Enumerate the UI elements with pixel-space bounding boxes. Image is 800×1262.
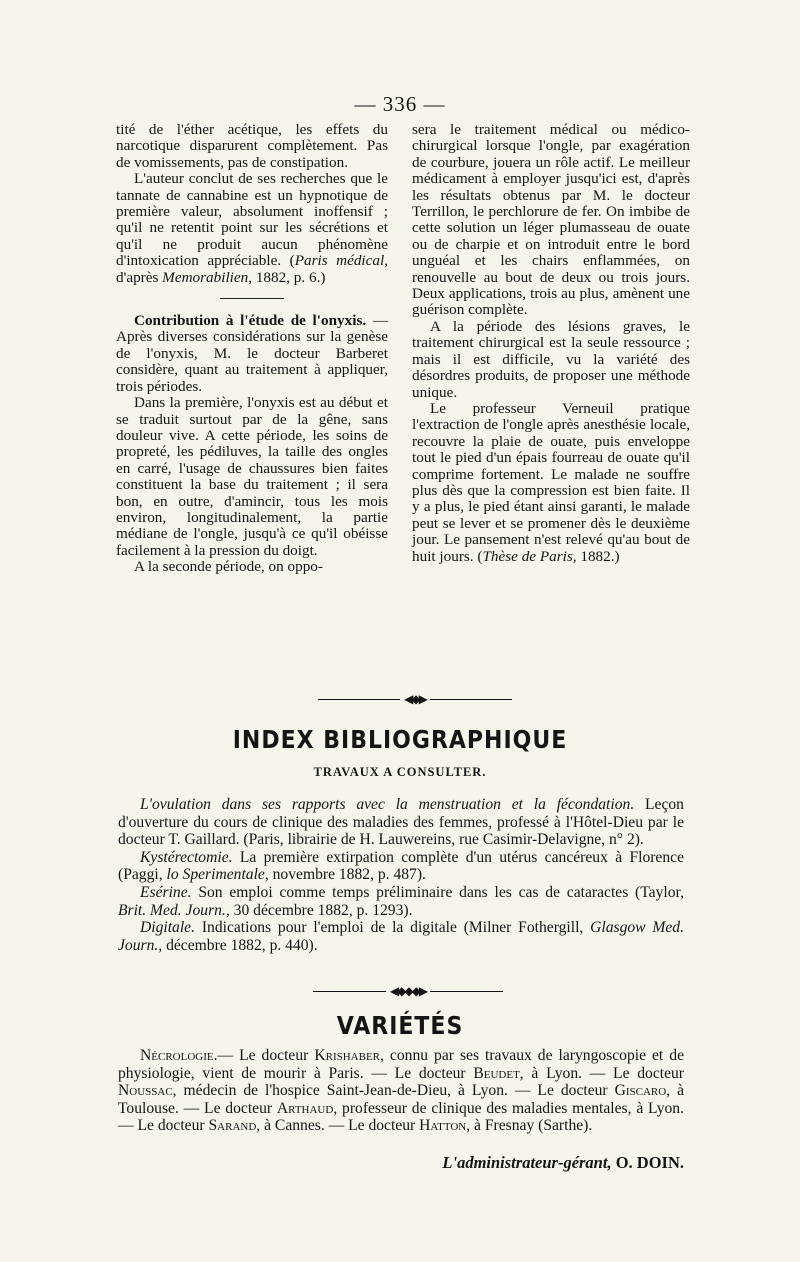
- necrology-paragraph: Nécrologie.— Le docteur Krishaber, connu par ses travaux de laryngoscopie et de physiologie, vient de mourir à Paris. — Le docteur Beudet, à Lyon. — Le docteur Noussac, médecin de l'hospice Saint-Jean-de-Dieu, à Lyon. — Le docteur Giscaro, à Toulouse. — Le docteur Arthaud, professeur de clinique des maladies mentales, à Lyon. — Le docteur Sarand, à Cannes. — Le docteur Hatton, à Fresnay (Sarthe).: [118, 1047, 684, 1135]
- ornamental-divider: ◀◆◆◆▶: [313, 985, 503, 997]
- right-column: [412, 122, 690, 565]
- paragraph: Dans la première, l'onyxis est au début et se traduit surtout par de la gêne, sans douleur vive. A cette période, les soins de propreté, les pédiluves, la taille des ongles en carré, l'usage de chaussures bien faites constituent la base du traitement ; il sera bon, en outre, d'amincir, tous les mois environ, longitudinalement, la partie médiane de l'ongle, jusqu'à ce qu'il obéisse facilement à la pression du doigt.: [116, 394, 388, 559]
- index-title: INDEX BIBLIOGRAPHIQUE: [232, 726, 568, 755]
- bibliography-entry: Kystérectomie. La première extirpation complète d'un utérus cancéreux à Florence (Paggi, lo Sperimentale, novembre 1882, p. 487).: [118, 848, 684, 884]
- signature: L'administrateur-gérant, O. DOIN.: [442, 1153, 684, 1172]
- index-subtitle: TRAVAUX A CONSULTER.: [313, 765, 487, 779]
- bibliography-entry: Digitale. Indications pour l'emploi de la digitale (Milner Fothergill, Glasgow Med. Journ., décembre 1882, p. 440).: [118, 919, 684, 954]
- paragraph: sera le traitement médical ou médico-chirurgical lorsque l'ongle, par exagération de courbure, jouera un rôle actif. Le meilleur médicament à employer jusqu'ici est, d'après les résultats obtenus par M. le docteur Terrillon, le perchlorure de fer. On imbibe de cette solution un léger plumasseau de ouate ou de charpie et on introduit entre le bord unguéal et les chairs enflammées, on renouvelle au bout de deux ou trois jours. Deux applications, trois au plus, amènent une guérison complète.: [412, 121, 690, 319]
- ornamental-divider: ◀◆▶: [318, 693, 512, 705]
- varietes-title: VARIÉTÉS: [336, 1012, 464, 1041]
- article-title: Contribution à l'étude de l'onyxis.: [134, 312, 367, 330]
- bibliography-entry: Esérine. Son emploi comme temps préliminaire dans les cas de cataractes (Taylor, Brit. Med. Journ., 30 décembre 1882, p. 1293).: [118, 883, 684, 919]
- paragraph: Le professeur Verneuil pratique l'extraction de l'ongle après anesthésie locale, recouvre la plaie de ouate, puis enveloppe tout le pied d'un épais fourreau de ouate qu'il comprime fortement. Le malade ne souffre plus dès que la compression est bien faite. Il y a plus, le pied étant ainsi garanti, le malade peut se lever et se promener dès le deuxième jour. Le pansement n'est relevé qu'au bout de huit jours. (Thèse de Paris, 1882.): [412, 399, 690, 565]
- page-number: — 336 —: [354, 92, 446, 116]
- necrology-section: [118, 1047, 684, 1135]
- paragraph: L'auteur conclut de ses recherches que le tannate de cannabine est un hypnotique de première valeur, absolument inoffensif ; qu'il ne retentit point sur les sécrétions et qu'il ne produit aucun phénomène d'intoxication appréciable. (Paris médical, d'après Memorabilien, 1882, p. 6.): [116, 170, 388, 286]
- bibliography-entry: L'ovulation dans ses rapports avec la menstruation et la fécondation. Leçon d'ouverture du cours de clinique des maladies des femmes, professé à l'Hôtel-Dieu par le docteur T. Gaillard. (Paris, librairie de H. Lauwereins, rue Casimir-Delavigne, n° 2).: [118, 796, 684, 849]
- bibliography-list: [118, 796, 684, 954]
- article-paragraph: Contribution à l'étude de l'onyxis. — Après diverses considérations sur la genèse de l'onyxis, M. le docteur Barberet considère, quant au traitement à appliquer, trois périodes.: [116, 312, 389, 395]
- paragraph: tité de l'éther acétique, les effets du narcotique disparurent complètement. Pas de vomissements, pas de constipation.: [116, 121, 388, 171]
- paragraph: A la période des lésions graves, le traitement chirurgical est la seule ressource ; mais il est difficile, vu la variété des désordres produits, de proposer une méthode unique.: [412, 317, 690, 401]
- left-column: [116, 122, 388, 576]
- separator-rule: [220, 298, 284, 299]
- necrology-label: Nécrologie.: [140, 1047, 218, 1064]
- paragraph: A la seconde période, on oppo-: [134, 558, 323, 576]
